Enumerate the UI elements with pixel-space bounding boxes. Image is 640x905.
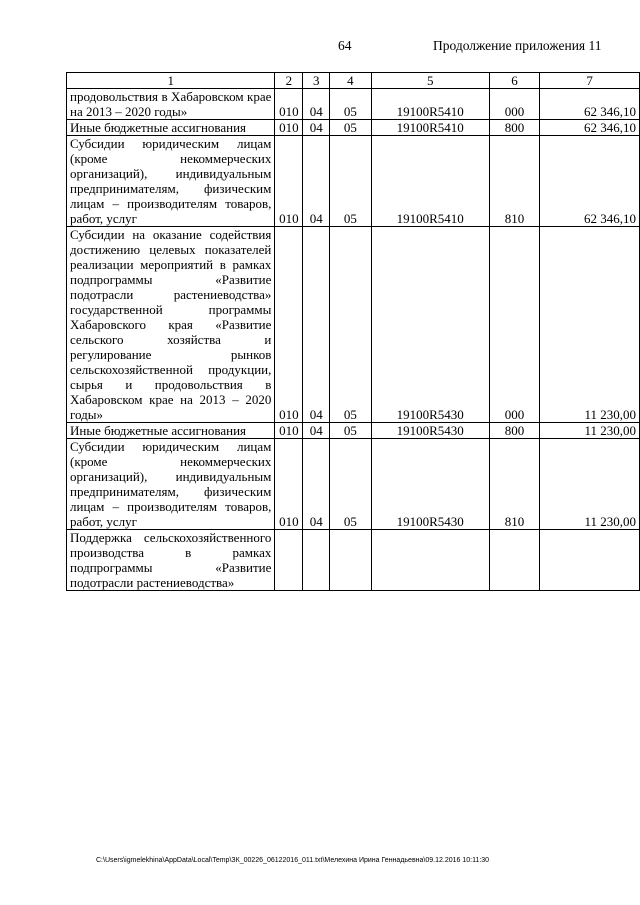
- table-row: [67, 423, 640, 439]
- row-subsection: 05: [330, 227, 372, 423]
- row-code: 010: [275, 227, 303, 423]
- row-amount: 62 346,10: [540, 89, 640, 120]
- row-target-article: 19100R5410: [371, 89, 489, 120]
- row-subsection: [330, 530, 372, 591]
- row-subsection: 05: [330, 136, 372, 227]
- row-section: 04: [303, 120, 330, 136]
- row-amount: [540, 530, 640, 591]
- row-target-article: 19100R5410: [371, 136, 489, 227]
- table-header-row: [67, 73, 640, 89]
- row-amount: 11 230,00: [540, 227, 640, 423]
- row-expense-type: 810: [489, 136, 539, 227]
- row-name: Иные бюджетные ассигнования: [67, 423, 275, 439]
- row-expense-type: 000: [489, 89, 539, 120]
- table-row: [67, 530, 640, 591]
- row-name: Субсидии на оказание содействия достижению целевых показателей реализации мероприятий в рамках подпрограммы «Развитие подотрасли растениеводства» государственной программы Хабаровского края «Развитие сельского хозяйства и регулирование рынков сельскохозяйственной продукции, сырья и продовольствия в Хабаровском крае на 2013 – 2020 годы»: [67, 227, 275, 423]
- row-name: Поддержка сельскохозяйственного производства в рамках подпрограммы «Развитие подотрасли растениеводства»: [67, 530, 275, 591]
- budget-table: [66, 72, 640, 591]
- row-name: продовольствия в Хабаровском крае на 2013 – 2020 годы»: [67, 89, 275, 120]
- row-subsection: 05: [330, 89, 372, 120]
- row-subsection: 05: [330, 120, 372, 136]
- file-path-footer: C:\Users\igmelekhina\AppData\Local\Temp\ЗК_00226_06122016_011.txt\Мелехина Ирина Геннадьевна\09.12.2016 10:11:30: [96, 857, 490, 864]
- row-code: 010: [275, 136, 303, 227]
- column-header: 1: [67, 73, 275, 89]
- row-target-article: [371, 530, 489, 591]
- row-expense-type: 800: [489, 423, 539, 439]
- row-name: Субсидии юридическим лицам (кроме некоммерческих организаций), индивидуальным предпринимателям, физическим лицам – производителям товаров, работ, услуг: [67, 439, 275, 530]
- row-amount: 62 346,10: [540, 120, 640, 136]
- table-row: [67, 120, 640, 136]
- row-section: 04: [303, 423, 330, 439]
- page-number: 64: [338, 38, 352, 53]
- column-header: 4: [330, 73, 372, 89]
- row-code: [275, 530, 303, 591]
- appendix-title: Продолжение приложения 11: [433, 38, 602, 53]
- row-expense-type: 800: [489, 120, 539, 136]
- row-target-article: 19100R5430: [371, 423, 489, 439]
- row-name: Иные бюджетные ассигнования: [67, 120, 275, 136]
- row-subsection: 05: [330, 439, 372, 530]
- column-header: 7: [540, 73, 640, 89]
- row-code: 010: [275, 120, 303, 136]
- row-target-article: 19100R5430: [371, 227, 489, 423]
- row-section: [303, 530, 330, 591]
- table-row: [67, 227, 640, 423]
- row-amount: 62 346,10: [540, 136, 640, 227]
- table-row: [67, 136, 640, 227]
- row-code: 010: [275, 89, 303, 120]
- row-section: 04: [303, 136, 330, 227]
- row-section: 04: [303, 439, 330, 530]
- row-amount: 11 230,00: [540, 423, 640, 439]
- row-amount: 11 230,00: [540, 439, 640, 530]
- row-expense-type: 810: [489, 439, 539, 530]
- row-name: Субсидии юридическим лицам (кроме некоммерческих организаций), индивидуальным предпринимателям, физическим лицам – производителям товаров, работ, услуг: [67, 136, 275, 227]
- table-row: [67, 439, 640, 530]
- row-code: 010: [275, 439, 303, 530]
- column-header: 3: [303, 73, 330, 89]
- row-section: 04: [303, 227, 330, 423]
- row-code: 010: [275, 423, 303, 439]
- row-target-article: 19100R5430: [371, 439, 489, 530]
- row-section: 04: [303, 89, 330, 120]
- row-expense-type: 000: [489, 227, 539, 423]
- row-subsection: 05: [330, 423, 372, 439]
- column-header: 5: [371, 73, 489, 89]
- row-target-article: 19100R5410: [371, 120, 489, 136]
- column-header: 6: [489, 73, 539, 89]
- row-expense-type: [489, 530, 539, 591]
- column-header: 2: [275, 73, 303, 89]
- table-row: [67, 89, 640, 120]
